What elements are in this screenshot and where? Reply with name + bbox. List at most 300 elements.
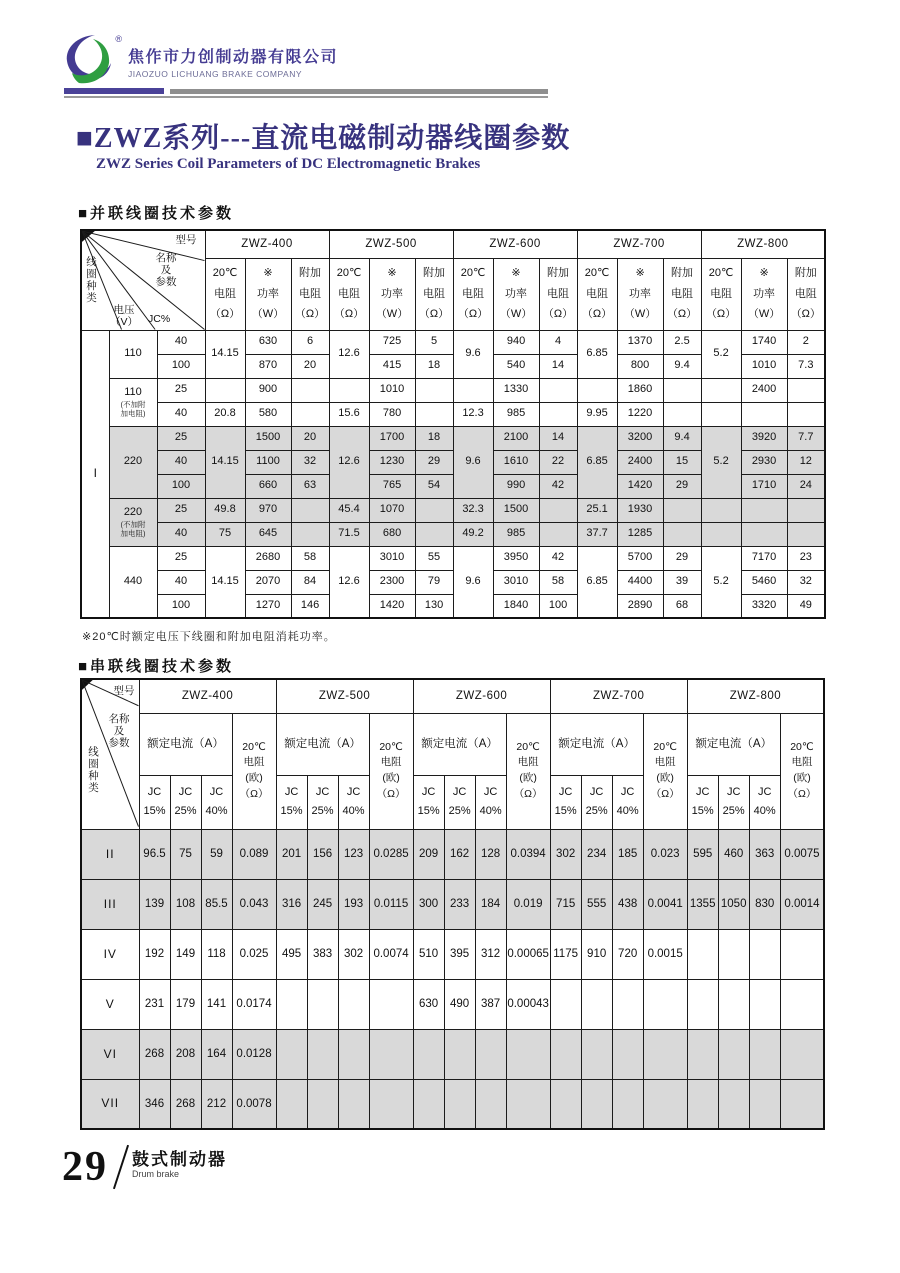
t2-jc-header: JC 15% [413, 775, 444, 829]
t1-extra-resistance-cell: 14 [539, 426, 577, 450]
t2-value-cell: 128 [475, 829, 506, 879]
t1-power-cell: 3920 [741, 426, 787, 450]
t1-resistance-cell [701, 522, 741, 546]
t2-value-cell: 715 [550, 879, 581, 929]
t2-jc-header: JC 40% [201, 775, 232, 829]
t1-jc-cell: 25 [157, 378, 205, 402]
t2-value-cell: 910 [581, 929, 612, 979]
t2-value-cell: 0.0041 [643, 879, 687, 929]
t2-jc-header: JC 40% [749, 775, 780, 829]
t2-value-cell [369, 1079, 413, 1129]
t1-power-cell: 940 [493, 330, 539, 354]
t1-extra-resistance-cell [539, 522, 577, 546]
t1-power-cell: 1740 [741, 330, 787, 354]
t2-value-cell [687, 979, 718, 1029]
t2-value-cell [413, 1079, 444, 1129]
t1-extra-resistance-cell: 49 [787, 594, 825, 618]
t1-extra-resistance-cell: 29 [415, 450, 453, 474]
t2-resistance-header: 20℃ 电阻 (欧) （Ω） [369, 713, 413, 829]
t1-power-cell: 5700 [617, 546, 663, 570]
t2-value-cell [475, 1079, 506, 1129]
t2-resistance-header: 20℃ 电阻 (欧) （Ω） [643, 713, 687, 829]
t1-coil-type-cell: I [81, 330, 109, 618]
t1-resistance-cell: 14.15 [205, 426, 245, 498]
t2-jc-header: JC 40% [612, 775, 643, 829]
t1-sub-header: ※ 功率 （W） [369, 258, 415, 330]
t2-value-cell: 201 [276, 829, 307, 879]
t1-power-cell: 5460 [741, 570, 787, 594]
t2-jc-header: JC 15% [276, 775, 307, 829]
t1-extra-resistance-cell [415, 522, 453, 546]
t1-resistance-cell [701, 402, 741, 426]
t1-extra-resistance-cell: 2 [787, 330, 825, 354]
t2-value-cell [718, 929, 749, 979]
t1-resistance-cell: 49.8 [205, 498, 245, 522]
t2-value-cell: 510 [413, 929, 444, 979]
t1-resistance-cell: 12.6 [329, 330, 369, 378]
t2-value-cell [338, 1079, 369, 1129]
t2-table-row [81, 1029, 824, 1079]
t2-value-cell: 139 [139, 879, 170, 929]
t1-sub-header: 20℃ 电阻 （Ω） [577, 258, 617, 330]
brand-text [128, 34, 338, 79]
t2-value-cell: 208 [170, 1029, 201, 1079]
t2-model-header: ZWZ-700 [550, 679, 687, 713]
t2-value-cell: 108 [170, 879, 201, 929]
t2-value-cell: 0.0015 [643, 929, 687, 979]
t1-power-cell [741, 522, 787, 546]
t1-extra-resistance-cell: 14 [539, 354, 577, 378]
t1-voltage-cell: 440 [109, 546, 157, 618]
t2-value-cell [276, 979, 307, 1029]
t2-value-cell: 156 [307, 829, 338, 879]
t1-extra-resistance-cell: 55 [415, 546, 453, 570]
t2-value-cell [612, 1029, 643, 1079]
t1-resistance-cell: 14.15 [205, 546, 245, 618]
page-subtitle: ZWZ Series Coil Parameters of DC Electromagnetic Brakes [96, 156, 481, 172]
t1-extra-resistance-cell: 4 [539, 330, 577, 354]
t1-extra-resistance-cell: 63 [291, 474, 329, 498]
t2-value-cell [687, 1029, 718, 1079]
t1-power-cell: 1010 [741, 354, 787, 378]
footer-category-en: Drum brake [132, 1169, 180, 1179]
t2-coil-type-cell: IV [81, 929, 139, 979]
t1-corner-voltage-label: 电压 （V） [109, 304, 138, 329]
t2-value-cell: 383 [307, 929, 338, 979]
t1-resistance-cell: 14.15 [205, 330, 245, 378]
t1-extra-resistance-cell: 7.3 [787, 354, 825, 378]
t2-table-row [81, 1079, 824, 1129]
t1-extra-resistance-cell: 42 [539, 474, 577, 498]
t2-value-cell: 0.0074 [369, 929, 413, 979]
t1-extra-resistance-cell: 7.7 [787, 426, 825, 450]
t1-model-header: ZWZ-500 [329, 230, 453, 258]
t2-coil-type-cell: VI [81, 1029, 139, 1079]
footer-category-cn: 鼓式制动器 [132, 1150, 227, 1169]
t1-extra-resistance-cell [663, 378, 701, 402]
t2-value-cell: 185 [612, 829, 643, 879]
t2-value-cell: 0.0128 [232, 1029, 276, 1079]
t2-value-cell: 0.023 [643, 829, 687, 879]
t1-power-cell: 1100 [245, 450, 291, 474]
t1-power-cell: 2400 [617, 450, 663, 474]
t2-value-cell: 346 [139, 1079, 170, 1129]
t1-power-cell: 7170 [741, 546, 787, 570]
t1-sub-header: 附加 电阻 （Ω） [787, 258, 825, 330]
t1-resistance-cell: 6.85 [577, 330, 617, 378]
t1-voltage-cell: 220 (不加附 加电阻) [109, 498, 157, 546]
t2-value-cell: 0.0075 [780, 829, 824, 879]
t1-power-cell: 2070 [245, 570, 291, 594]
t2-jc-header: JC 25% [307, 775, 338, 829]
t2-value-cell: 460 [718, 829, 749, 879]
t1-extra-resistance-cell [787, 402, 825, 426]
t1-extra-resistance-cell [539, 378, 577, 402]
t2-value-cell: 0.043 [232, 879, 276, 929]
t1-resistance-cell: 6.85 [577, 426, 617, 498]
t2-resistance-header: 20℃ 电阻 (欧) （Ω） [780, 713, 824, 829]
t1-resistance-cell: 37.7 [577, 522, 617, 546]
t2-value-cell [276, 1079, 307, 1129]
t1-power-cell: 2400 [741, 378, 787, 402]
t2-value-cell [413, 1029, 444, 1079]
t2-corner-cell [81, 679, 139, 829]
t1-jc-cell: 100 [157, 594, 205, 618]
t1-resistance-cell: 25.1 [577, 498, 617, 522]
t2-current-header: 额定电流（A） [413, 713, 506, 775]
t2-value-cell: 123 [338, 829, 369, 879]
t1-extra-resistance-cell: 22 [539, 450, 577, 474]
t2-value-cell: 490 [444, 979, 475, 1029]
t1-extra-resistance-cell: 130 [415, 594, 453, 618]
t2-current-header: 额定电流（A） [139, 713, 232, 775]
t2-value-cell: 300 [413, 879, 444, 929]
t2-value-cell: 0.0394 [506, 829, 550, 879]
t1-resistance-cell: 75 [205, 522, 245, 546]
t1-power-cell: 1840 [493, 594, 539, 618]
t1-power-cell: 2930 [741, 450, 787, 474]
section-parallel-heading: ■并联线圈技术参数 [78, 205, 235, 222]
t2-coil-type-cell: VII [81, 1079, 139, 1129]
t2-value-cell [780, 979, 824, 1029]
parallel-coil-table [80, 229, 826, 619]
divider-rule [64, 88, 548, 99]
t2-value-cell [612, 1079, 643, 1129]
t1-power-cell: 1330 [493, 378, 539, 402]
t1-corner-name-label: 名称 及 参数 [155, 252, 177, 289]
t2-value-cell [749, 929, 780, 979]
t1-power-cell: 1370 [617, 330, 663, 354]
t1-resistance-cell [701, 498, 741, 522]
t2-value-cell: 316 [276, 879, 307, 929]
t1-extra-resistance-cell [415, 498, 453, 522]
t2-value-cell [687, 929, 718, 979]
t2-value-cell [718, 1079, 749, 1129]
t1-power-cell [741, 498, 787, 522]
t2-value-cell [307, 1079, 338, 1129]
t1-sub-header: 附加 电阻 （Ω） [663, 258, 701, 330]
t1-sub-header: 附加 电阻 （Ω） [539, 258, 577, 330]
t2-value-cell [780, 1079, 824, 1129]
t2-current-header: 额定电流（A） [550, 713, 643, 775]
t1-resistance-cell: 5.2 [701, 546, 741, 618]
t1-power-cell: 970 [245, 498, 291, 522]
t2-value-cell [338, 1029, 369, 1079]
t2-jc-header: JC 15% [687, 775, 718, 829]
t2-model-header: ZWZ-800 [687, 679, 824, 713]
t1-power-cell: 1930 [617, 498, 663, 522]
t1-sub-header: ※ 功率 （W） [617, 258, 663, 330]
t1-resistance-cell: 45.4 [329, 498, 369, 522]
t1-extra-resistance-cell: 68 [663, 594, 701, 618]
t1-jc-cell: 25 [157, 426, 205, 450]
t2-value-cell [506, 1079, 550, 1129]
t1-power-cell: 1500 [245, 426, 291, 450]
t2-value-cell: 0.0078 [232, 1079, 276, 1129]
t1-jc-cell: 100 [157, 354, 205, 378]
t2-value-cell: 209 [413, 829, 444, 879]
rule-underline [64, 96, 548, 98]
t1-power-cell: 725 [369, 330, 415, 354]
t1-power-cell: 4400 [617, 570, 663, 594]
t1-extra-resistance-cell [415, 402, 453, 426]
t1-power-cell: 1700 [369, 426, 415, 450]
t1-extra-resistance-cell [291, 402, 329, 426]
t2-jc-header: JC 40% [338, 775, 369, 829]
t1-model-header: ZWZ-800 [701, 230, 825, 258]
t2-value-cell: 96.5 [139, 829, 170, 879]
t1-resistance-cell: 12.6 [329, 546, 369, 618]
page-title: ■ZWZ系列---直流电磁制动器线圈参数 [76, 123, 571, 154]
t2-value-cell: 555 [581, 879, 612, 929]
t1-sub-header: ※ 功率 （W） [493, 258, 539, 330]
t1-power-cell: 3320 [741, 594, 787, 618]
t1-resistance-cell: 12.3 [453, 402, 493, 426]
t2-value-cell [643, 1029, 687, 1079]
t1-extra-resistance-cell: 9.4 [663, 426, 701, 450]
t2-value-cell: 312 [475, 929, 506, 979]
t1-extra-resistance-cell: 58 [291, 546, 329, 570]
t2-value-cell [749, 1079, 780, 1129]
t1-extra-resistance-cell: 24 [787, 474, 825, 498]
t2-value-cell [369, 1029, 413, 1079]
t2-value-cell [718, 979, 749, 1029]
t1-resistance-cell: 49.2 [453, 522, 493, 546]
t2-current-header: 额定电流（A） [687, 713, 780, 775]
t1-extra-resistance-cell [787, 522, 825, 546]
t1-resistance-cell: 9.6 [453, 546, 493, 618]
t2-value-cell [687, 1079, 718, 1129]
t2-value-cell [550, 1079, 581, 1129]
t1-sub-header: ※ 功率 （W） [741, 258, 787, 330]
t2-coil-type-cell: II [81, 829, 139, 879]
t2-value-cell [780, 929, 824, 979]
t2-value-cell: 141 [201, 979, 232, 1029]
t2-value-cell: 118 [201, 929, 232, 979]
t2-table-row [81, 929, 824, 979]
t1-extra-resistance-cell [787, 498, 825, 522]
t1-extra-resistance-cell [415, 378, 453, 402]
t1-extra-resistance-cell: 146 [291, 594, 329, 618]
t2-value-cell: 0.0014 [780, 879, 824, 929]
t2-resistance-header: 20℃ 电阻 (欧) （Ω） [506, 713, 550, 829]
t2-value-cell [612, 979, 643, 1029]
t1-jc-cell: 25 [157, 546, 205, 570]
t1-model-header: ZWZ-400 [205, 230, 329, 258]
brand-header [58, 34, 338, 86]
t2-value-cell: 268 [139, 1029, 170, 1079]
t1-sub-header: 20℃ 电阻 （Ω） [329, 258, 369, 330]
t2-coil-type-cell: III [81, 879, 139, 929]
t2-value-cell: 164 [201, 1029, 232, 1079]
t2-value-cell: 0.0285 [369, 829, 413, 879]
t1-extra-resistance-cell: 20 [291, 354, 329, 378]
t1-power-cell [741, 402, 787, 426]
t1-power-cell: 645 [245, 522, 291, 546]
t2-value-cell: 268 [170, 1079, 201, 1129]
t2-jc-header: JC 25% [581, 775, 612, 829]
t1-power-cell: 630 [245, 330, 291, 354]
t1-power-cell: 800 [617, 354, 663, 378]
t1-resistance-cell: 12.6 [329, 426, 369, 498]
t2-value-cell: 0.0115 [369, 879, 413, 929]
t1-resistance-cell: 5.2 [701, 330, 741, 378]
t1-resistance-cell: 5.2 [701, 426, 741, 498]
t2-value-cell [643, 1079, 687, 1129]
t2-value-cell: 363 [749, 829, 780, 879]
t2-value-cell [581, 1079, 612, 1129]
t1-voltage-cell: 110 [109, 330, 157, 378]
t1-extra-resistance-cell [787, 378, 825, 402]
t1-power-cell: 985 [493, 402, 539, 426]
rule-purple-segment [64, 88, 164, 94]
t1-resistance-cell: 9.6 [453, 426, 493, 498]
t2-value-cell: 720 [612, 929, 643, 979]
t1-resistance-cell [329, 378, 369, 402]
t1-power-cell: 1710 [741, 474, 787, 498]
t1-sub-header: 20℃ 电阻 （Ω） [453, 258, 493, 330]
t1-resistance-cell: 6.85 [577, 546, 617, 618]
t2-value-cell: 830 [749, 879, 780, 929]
t1-power-cell: 1285 [617, 522, 663, 546]
t2-value-cell [643, 979, 687, 1029]
t1-resistance-cell: 32.3 [453, 498, 493, 522]
t2-value-cell: 233 [444, 879, 475, 929]
t1-power-cell: 1070 [369, 498, 415, 522]
t2-value-cell: 0.089 [232, 829, 276, 879]
t2-value-cell: 0.0174 [232, 979, 276, 1029]
t1-extra-resistance-cell [663, 522, 701, 546]
t1-power-cell: 1420 [617, 474, 663, 498]
t1-extra-resistance-cell: 18 [415, 354, 453, 378]
t1-extra-resistance-cell [663, 402, 701, 426]
t2-value-cell [749, 979, 780, 1029]
series-coil-table [80, 678, 825, 1130]
t1-extra-resistance-cell [539, 402, 577, 426]
t1-resistance-cell: 71.5 [329, 522, 369, 546]
t1-power-cell: 1860 [617, 378, 663, 402]
t2-value-cell: 75 [170, 829, 201, 879]
t1-jc-cell: 40 [157, 450, 205, 474]
t2-value-cell: 495 [276, 929, 307, 979]
t2-table-row [81, 829, 824, 879]
t1-power-cell: 900 [245, 378, 291, 402]
t1-extra-resistance-cell: 42 [539, 546, 577, 570]
t2-value-cell [506, 1029, 550, 1079]
footer-category [132, 1146, 227, 1179]
t1-resistance-cell [205, 378, 245, 402]
t1-extra-resistance-cell: 6 [291, 330, 329, 354]
t2-value-cell: 192 [139, 929, 170, 979]
t1-extra-resistance-cell: 84 [291, 570, 329, 594]
t2-jc-header: JC 25% [718, 775, 749, 829]
t2-value-cell [581, 1029, 612, 1079]
logo-swirl-icon [58, 34, 116, 84]
t1-sub-header: 20℃ 电阻 （Ω） [701, 258, 741, 330]
t2-model-header: ZWZ-500 [276, 679, 413, 713]
t1-power-cell: 1220 [617, 402, 663, 426]
t1-voltage-cell: 110 (不加附 加电阻) [109, 378, 157, 426]
t2-value-cell: 0.025 [232, 929, 276, 979]
t1-corner-cell [81, 230, 205, 330]
t2-value-cell [550, 1029, 581, 1079]
t2-value-cell: 245 [307, 879, 338, 929]
t1-corner-jc-label: JC% [148, 313, 171, 326]
t1-power-cell: 2890 [617, 594, 663, 618]
t1-extra-resistance-cell: 58 [539, 570, 577, 594]
t1-power-cell: 580 [245, 402, 291, 426]
t2-model-header: ZWZ-600 [413, 679, 550, 713]
t1-corner-model-label: 型号 [175, 234, 197, 246]
t1-jc-cell: 40 [157, 570, 205, 594]
t1-jc-cell: 40 [157, 522, 205, 546]
t1-power-cell: 415 [369, 354, 415, 378]
t1-extra-resistance-cell [539, 498, 577, 522]
t2-value-cell [749, 1029, 780, 1079]
t1-extra-resistance-cell: 12 [787, 450, 825, 474]
t1-extra-resistance-cell: 54 [415, 474, 453, 498]
t2-corner-model-label: 型号 [113, 685, 135, 697]
t1-extra-resistance-cell: 2.5 [663, 330, 701, 354]
company-logo [58, 34, 120, 86]
t1-extra-resistance-cell: 100 [539, 594, 577, 618]
t1-jc-cell: 100 [157, 474, 205, 498]
t1-sub-header: 20℃ 电阻 （Ω） [205, 258, 245, 330]
t1-jc-cell: 40 [157, 330, 205, 354]
t1-power-cell: 3950 [493, 546, 539, 570]
t2-table-row [81, 979, 824, 1029]
t1-power-cell: 985 [493, 522, 539, 546]
t1-power-cell: 3010 [369, 546, 415, 570]
t2-value-cell: 302 [338, 929, 369, 979]
t1-extra-resistance-cell [663, 498, 701, 522]
t2-value-cell: 59 [201, 829, 232, 879]
t1-power-cell: 870 [245, 354, 291, 378]
t2-jc-header: JC 15% [550, 775, 581, 829]
page-footer [62, 1146, 227, 1190]
t1-resistance-cell [453, 378, 493, 402]
company-name-en: JIAOZUO LICHUANG BRAKE COMPANY [128, 69, 303, 79]
t1-extra-resistance-cell: 32 [291, 450, 329, 474]
t1-extra-resistance-cell: 23 [787, 546, 825, 570]
t2-table-row [81, 879, 824, 929]
t2-value-cell: 231 [139, 979, 170, 1029]
t2-value-cell: 0.019 [506, 879, 550, 929]
t1-extra-resistance-cell: 32 [787, 570, 825, 594]
footer-slash-icon [113, 1145, 129, 1189]
t2-jc-header: JC 15% [139, 775, 170, 829]
t2-value-cell: 162 [444, 829, 475, 879]
